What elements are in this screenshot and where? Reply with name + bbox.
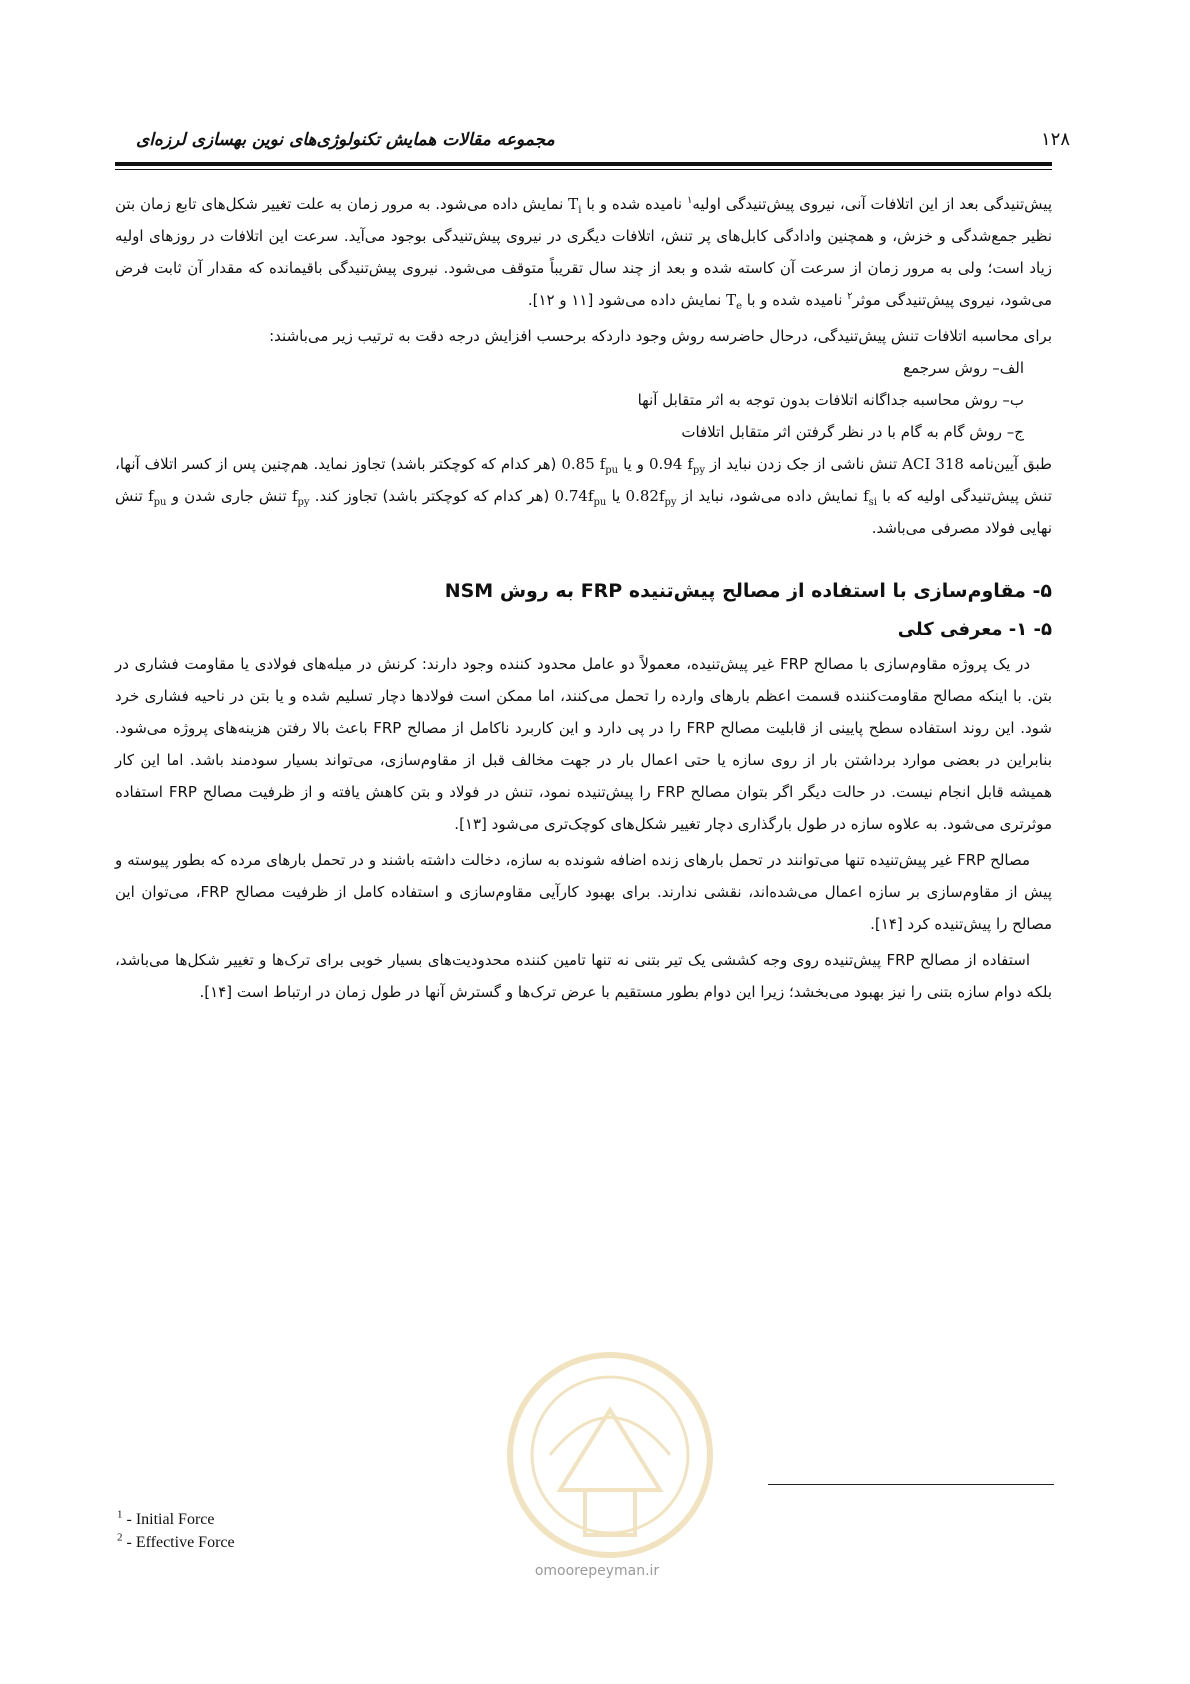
footnote-1: $^1$ - Initial Force	[117, 1508, 215, 1528]
list-item: ب– روش محاسبه جداگانه اتلافات بدون توجه به اثر متقابل آنها	[637, 391, 1024, 409]
footnote-ref-1: ۱	[686, 195, 693, 206]
watermark-text: omoorepeyman.ir	[534, 1563, 660, 1579]
main-content	[115, 188, 1052, 1008]
paragraph-3: طبق آیین‌نامه ACI 318 تنش ناشی از جک زدن نباید از 0.94 $f_{py}$ و یا 0.85 $f_{pu}$ (هر کدام که کوچکتر باشد) تجاوز نماید. هم‌چنین پس از کسر اتلاف آنها، تنش پیش‌تنیدگی اولیه که با $f_{si}$ نمایش داده می‌شود، نباید از $0.82f_{py}$ یا $0.74f_{pu}$ (هر کدام که کوچکتر باشد) تجاوز کند. $f_{py}$ تنش جاری شدن و $f_{pu}$ تنش نهایی فولاد مصرفی می‌باشد.	[115, 455, 1052, 537]
footnote-ref-2: ۲	[847, 291, 853, 302]
paragraph-6: استفاده از مصالح FRP پیش‌تنیده روی وجه کششی یک تیر بتنی نه تنها تامین کننده محدودیت‌های بسیار خوبی برای ترک‌ها و تغییر شکل‌ها می‌باشد، بلکه دوام سازه بتنی را نیز بهبود می‌بخشد؛ زیرا این دوام بطور مستقیم با عرض ترک‌ها و گسترش آنها در طول زمان در ارتباط است [۱۴].	[115, 951, 1052, 1001]
header-rule-thin	[115, 169, 1052, 170]
paragraph-2: برای محاسبه اتلافات تنش پیش‌تنیدگی، درحال حاضرسه روش وجود داردکه برحسب افزایش درجه دقت به ترتیب زیر می‌باشند:	[269, 327, 1052, 345]
page-number: ۱۲۸	[1040, 129, 1070, 150]
section-heading: ۵- مقاوم‌سازی با استفاده از مصالح پیش‌تنیده FRP به روش NSM	[444, 580, 1052, 602]
footnote-2: $^2$ - Effective Force	[117, 1531, 235, 1551]
paragraph-4: در یک پروژه مقاوم‌سازی با مصالح FRP غیر پیش‌تنیده، معمولاً دو عامل محدود کننده وجود دارند: کرنش در میله‌های فولادی یا مقاومت فشاری در بتن. با اینکه مصالح مقاومت‌کننده قسمت اعظم بارهای وارده را تحمل می‌کنند، اما ممکن است فولادها دچار تسلیم شده و یا بتن در ناحیه فشاری خرد شود. این روند استفاده سطح پایینی از قابلیت مصالح FRP را در پی دارد و این کاربرد ناکامل از مصالح FRP باعث بالا رفتن هزینه‌های پروژه می‌شود. بنابراین در بعضی موارد برداشتن بار از روی سازه یا حتی اعمال بار در جهت مخالف قبل از مقاوم‌سازی، می‌تواند بسیار سودمند باشد. اما این کار همیشه قابل انجام نیست. در حالت دیگر اگر بتوان مصالح FRP را پیش‌تنیده نمود، تنش در فولاد و بتن کاهش یافته و از ظرفیت مصالح FRP استفاده موثرتری می‌شود. به علاوه سازه در طول بارگذاری دچار تغییر شکل‌های کوچک‌تری می‌شود [۱۳].	[115, 655, 1052, 833]
paragraph-5: مصالح FRP غیر پیش‌تنیده تنها می‌توانند در تحمل بارهای زنده اضافه شونده به سازه، دخالت داشته باشند و در تحمل بارهای مرده که بطور پیوسته و پیش از مقاوم‌سازی بر سازه اعمال می‌شده‌اند، نقشی ندارند. برای بهبود کارآیی مقاوم‌سازی و استفاده کامل از ظرفیت مصالح FRP، می‌توان این مصالح را پیش‌تنیده کرد [۱۴].	[115, 851, 1052, 933]
paragraph-1: پیش‌تنیدگی بعد از این اتلافات آنی، نیروی پیش‌تنیدگی اولیه$^۱$ نامیده شده و با $T_i$ نمایش داده می‌شود. به مرور زمان به علت تغییر شکل‌های تابع زمان بتن نظیر جمع‌شدگی و خزش، و همچنین وادادگی کابل‌های پر تنش، اتلافات دیگری در نیروی پیش‌تنیدگی بوجود می‌آید. سرعت این اتلافات در روزهای اولیه زیاد است؛ ولی به مرور زمان از سرعت آن کاسته شده و بعد از چند سال تقریباً متوقف می‌شود. نیروی پیش‌تنیدگی باقیمانده که مقدار آن ثابت فرض می‌شود، نیروی پیش‌تنیدگی موثر$^۲$ نامیده شده و با $T_e$ نمایش داده می‌شود [۱۱ و ۱۲].	[115, 195, 1053, 312]
footnote-rule	[768, 1484, 1054, 1485]
list-item: الف– روش سرجمع	[903, 359, 1024, 377]
subsection-heading: ۵- ۱- معرفی کلی	[897, 619, 1052, 640]
header-rule-thick	[115, 162, 1052, 166]
journal-title: مجموعه مقالات همایش تکنولوژی‌های نوین بهسازی لرزه‌ای	[136, 130, 555, 150]
footnotes	[117, 1508, 517, 1554]
list-item: ج– روش گام به گام با در نظر گرفتن اثر متقابل اتلافات	[681, 423, 1024, 441]
